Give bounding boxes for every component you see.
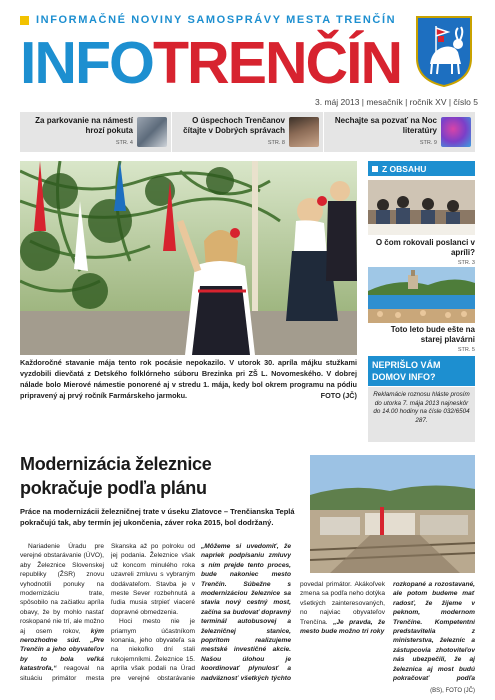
article-column-3 xyxy=(201,542,291,684)
photo-caption-text: Každoročné stavanie mája tento rok pocásie nepokazilo. V utorok 30. apríla májku stužkami vyzdobili dievčatá z Detského folklórneho súboru Brezinka pri ZŠ L. Novomeského. V dobrej nálade bolo Mierové námestie ponorené aj v stredu 1. mája, kedy bol okrem programu na pódiu pripravený aj prvý ročník Farmárskeho jarmoku. xyxy=(20,358,357,400)
teaser-title: O úspechoch Trenčanov čítajte v Dobrých správach xyxy=(183,116,285,135)
sidebar-item-title: O čom rokovali poslanci v apríli? xyxy=(375,238,475,257)
photo-credit: FOTO (JČ) xyxy=(320,391,357,400)
article-credit: (BS), FOTO (JČ) xyxy=(430,688,475,694)
article-text: povedal primátor. Akákoľvek zmena sa podľa neho dotýka všetkých zainteresovaných, no najviac obyvateľov Trenčína. xyxy=(300,581,385,626)
article-column-2 xyxy=(111,542,195,684)
photo-caption xyxy=(20,357,357,413)
teaser-page: STR. 4 xyxy=(115,140,133,146)
article-lead: Práce na modernizácii železničnej trate v úseku Zlatovce – Trenčianska Teplá pokračujú tak, aby termín jej ukončenia, záver roka 2015, bol dodržaný. xyxy=(20,507,295,527)
tagline-text: INFORMAČNÉ NOVINY SAMOSPRÁVY MESTA TRENČÍN xyxy=(36,14,397,26)
teaser-literature-night[interactable] xyxy=(323,112,475,152)
council-meeting-photo[interactable] xyxy=(368,180,475,235)
masthead-info: INFO xyxy=(20,30,153,96)
article-title[interactable]: Modernizácia železnice pokračuje podľa plánu xyxy=(20,454,212,498)
contents-label: Z OBSAHU xyxy=(382,163,427,174)
masthead[interactable] xyxy=(20,30,401,96)
article-paragraph xyxy=(201,542,291,684)
article-text: reagoval na situáciu primátor mesta xyxy=(20,665,104,682)
contents-header xyxy=(368,161,475,176)
teaser-page: STR. 8 xyxy=(267,140,285,146)
swimming-pool-illustration xyxy=(368,267,475,323)
article-quote: rozkopané a rozostavané, ale potom budeme mať radosť, že žijeme v peknom, modernom Trenčíne. Kompetentní predstavitelia z ministerstva, železníc a zástupcovia zhotoviteľov nás ubezpečili, že aj železnica aj most budú pokračovať podľa xyxy=(393,581,475,683)
sidebar-item-title: Toto leto bude ešte na starej plavárni xyxy=(390,325,475,344)
article-quote: „Môžeme si uvedomiť, že napriek podpísaniu zmluvy s ním prejde tento proces, bude nakoniec mesto Trenčín. Súbežne s modernizáciou železnice sa stavia nový cestný most, začína sa budovať dopravný terminál autobusovej a železničnej stanice, popritom realizujeme mestské investičné akcie. Našou úlohou je koordinovať plynulosť a nadväznosť všetkých týchto xyxy=(201,543,291,682)
event-logo-thumbnail xyxy=(441,117,471,147)
article-column-1 xyxy=(20,542,104,684)
teaser-title: Za parkovanie na námestí hrozí pokuta xyxy=(35,116,133,135)
article-column-4 xyxy=(300,580,385,684)
sidebar-item-page: STR. 5 xyxy=(457,347,475,353)
sidebar-item-pool[interactable] xyxy=(368,325,475,353)
sidebar-item-council[interactable] xyxy=(368,238,475,266)
teaser-page: STR. 9 xyxy=(419,140,437,146)
masthead-trencin: TRENČÍN xyxy=(152,30,402,96)
article-paragraph: Skanska až po polroku od jej podania. Železnice však už koncom minulého roka uzavreli zmluvu s vybraným dodávateľom. Stavba je v meste Sever rozbehnutá a ľudia musia strpieť viaceré dopravné obmedzenia. xyxy=(111,543,195,616)
article-paragraph xyxy=(20,542,104,684)
railway-construction-photo xyxy=(310,455,475,573)
city-crest-icon xyxy=(414,14,474,88)
teaser-text xyxy=(24,116,133,148)
article-text: Nariadenie Úradu pre verejné obstarávanie (ÚVO), aby Železnice Slovenskej republiky (ŽSR) znovu vyhodnotili ponuky na modernizáciu trate, spôsobilo na začiatku apríla obavy, že by mohlo nastať roskopané nie trí, ale možno aj osem rokov, xyxy=(20,543,104,635)
maypole-photo-illustration xyxy=(20,161,357,355)
swimming-pool-photo[interactable] xyxy=(368,267,475,323)
teaser-good-news[interactable] xyxy=(171,112,323,152)
square-bullet-icon xyxy=(372,166,378,172)
maypole-photo xyxy=(20,161,357,355)
article-paragraph: Hoci mesto nie je priamym účastníkom konania, jeho obyvateľa sa na niekoľko dní stali rukojemníkmi. Železnice 15. apríla však podali na Úrad pre verejné obstarávanie xyxy=(111,618,195,682)
tagline-square-icon xyxy=(20,16,29,25)
issue-line: 3. máj 2013 | mesačník | ročník XV | číslo 5 xyxy=(315,97,478,107)
delivery-notice-body: Reklamácie roznosu hláste prosím do utorka 7. mája 2013 najneskôr do 14.00 hodiny na čísle 032/6504 287. xyxy=(368,387,475,442)
article-column-5 xyxy=(393,580,475,684)
article-paragraph xyxy=(393,580,475,684)
tagline xyxy=(20,12,420,28)
sidebar-item-page: STR. 3 xyxy=(457,260,475,266)
portrait-thumbnail xyxy=(289,117,319,147)
article-paragraph xyxy=(300,580,385,636)
article-quote-inline: kým nerozhodne súd. „Pre Trenčín a jeho obyvateľov by to bola veľká katastrofa,“ xyxy=(20,627,104,673)
teaser-text xyxy=(328,116,437,148)
delivery-notice-title: NEPRIŠLO VÁM DOMOV INFO? xyxy=(368,356,475,386)
teaser-title: Nechajte sa pozvať na Noc literatúry xyxy=(334,116,437,135)
teaser-text xyxy=(176,116,285,148)
teaser-parking[interactable] xyxy=(20,112,171,152)
railway-construction-illustration xyxy=(310,455,475,573)
parking-thumbnail xyxy=(137,117,167,147)
council-meeting-illustration xyxy=(368,180,475,235)
article-quote: „Je pravda, že mesto bude možno tri roky xyxy=(300,618,385,636)
teaser-strip xyxy=(20,112,475,152)
